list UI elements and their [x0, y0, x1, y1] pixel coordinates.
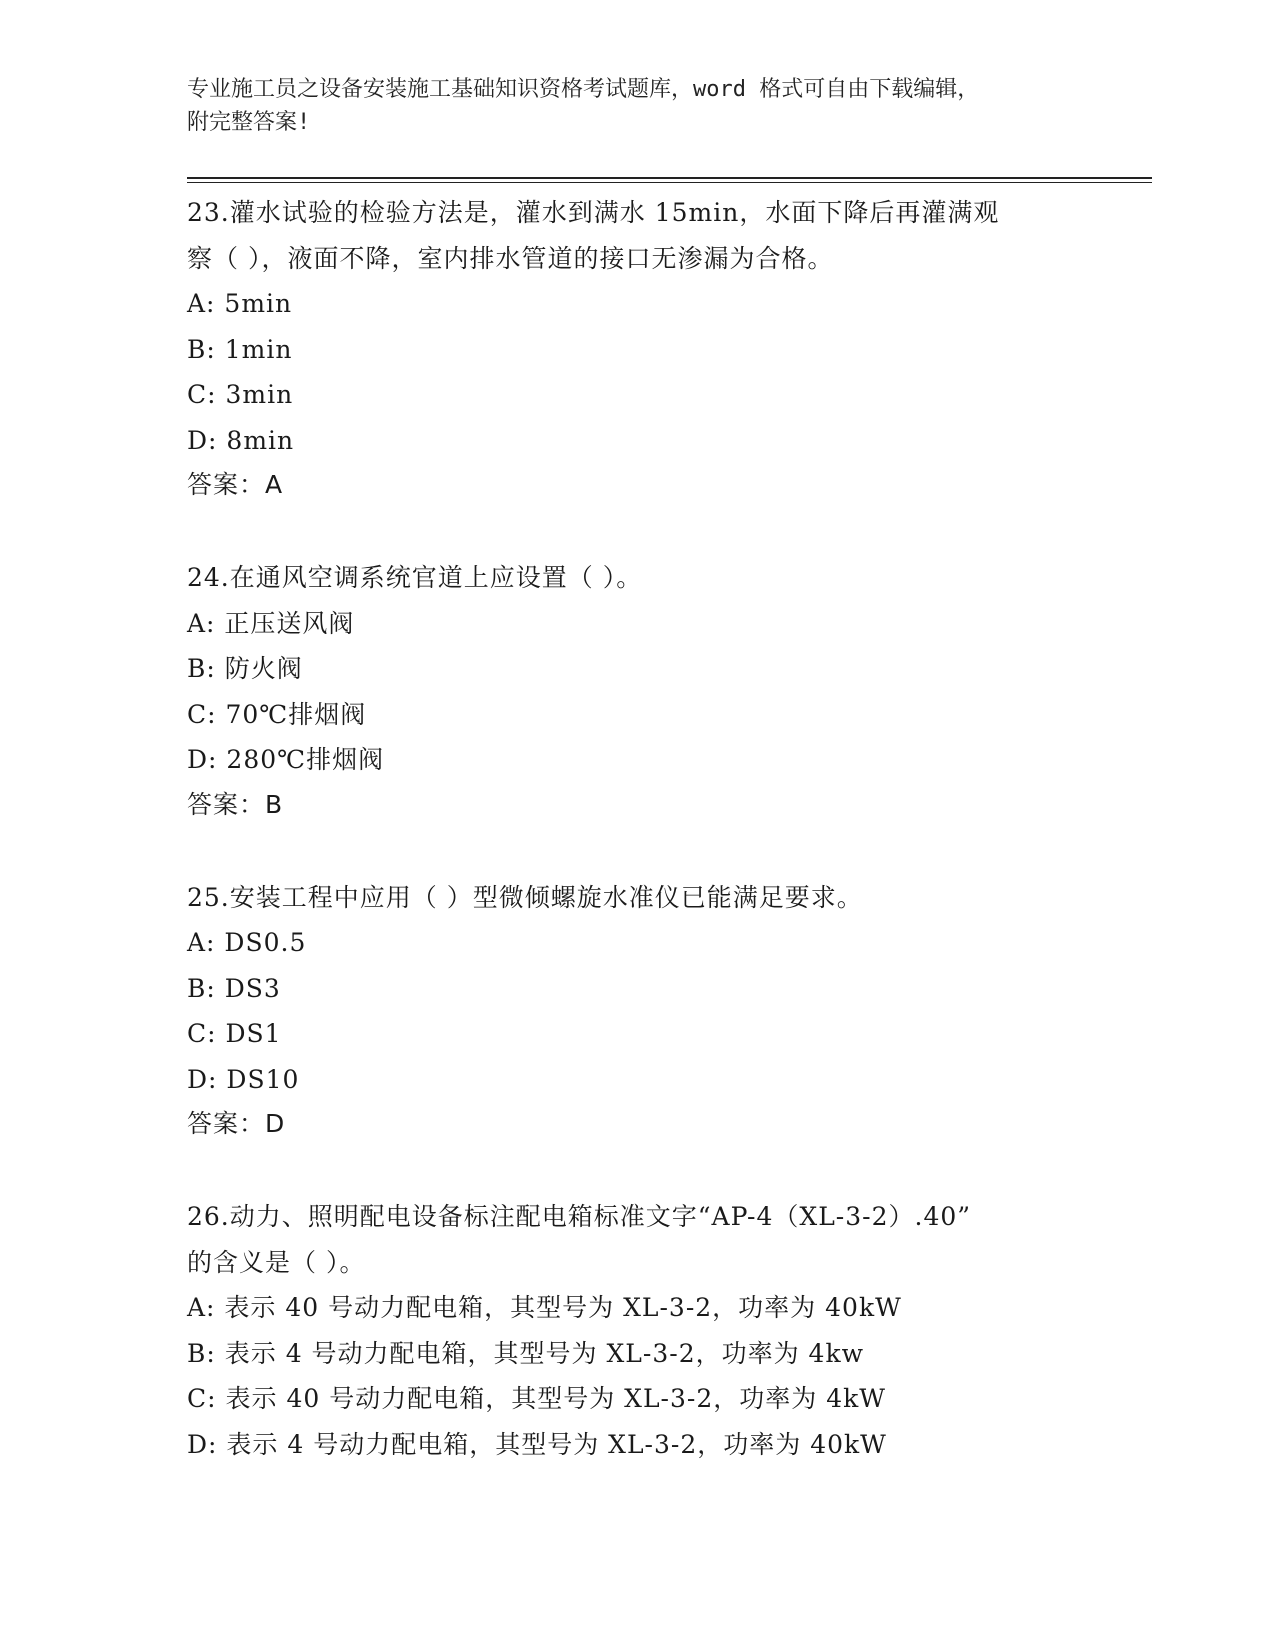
header-line-2: 附完整答案!: [187, 110, 311, 135]
question-stem-line: 23.灌水试验的检验方法是，灌水到满水 15min，水面下降后再灌满观: [187, 198, 1000, 227]
option-a: A: DS0.5: [187, 928, 307, 957]
option-c: C: DS1: [187, 1019, 282, 1048]
option-d: D: 8min: [187, 425, 295, 455]
option-d: D: 表示 4 号动力配电箱，其型号为 XL-3-2，功率为 40kW: [187, 1429, 887, 1459]
question-23: [187, 190, 1087, 507]
answer-label: 答案：A: [187, 470, 284, 499]
question-list: [187, 190, 1087, 1515]
option-c: C: 70℃排烟阀: [187, 699, 367, 729]
answer-label: 答案：D: [187, 1109, 286, 1138]
question-25: [187, 875, 1087, 1147]
option-a: A: 正压送风阀: [187, 608, 355, 638]
option-b: B: DS3: [187, 973, 281, 1003]
document-header: [187, 73, 1087, 139]
question-24: [187, 555, 1087, 827]
question-stem-line: 24.在通风空调系统官道上应设置（ ）。: [187, 563, 643, 592]
header-divider-thin: [187, 182, 1152, 183]
option-d: D: 280℃排烟阀: [187, 745, 385, 774]
question-stem-line: 26.动力、照明配电设备标注配电箱标准文字“AP-4（XL-3-2）.40”: [187, 1202, 972, 1231]
question-stem-line: 25.安装工程中应用（ ）型微倾螺旋水准仪已能满足要求。: [187, 882, 863, 912]
option-c: C: 3min: [187, 380, 294, 409]
option-b: B: 防火阀: [187, 654, 303, 683]
option-a: A: 5min: [187, 289, 293, 318]
question-26: [187, 1194, 1087, 1467]
option-b: B: 表示 4 号动力配电箱，其型号为 XL-3-2，功率为 4kw: [187, 1338, 864, 1368]
option-c: C: 表示 40 号动力配电箱，其型号为 XL-3-2，功率为 4kW: [187, 1384, 886, 1413]
answer-label: 答案：B: [187, 789, 284, 819]
question-stem-line: 的含义是（ ）。: [187, 1247, 366, 1277]
header-line-1: 专业施工员之设备安装施工基础知识资格考试题库，word 格式可自由下载编辑，: [187, 77, 980, 102]
option-d: D: DS10: [187, 1064, 300, 1094]
option-a: A: 表示 40 号动力配电箱，其型号为 XL-3-2，功率为 40kW: [187, 1293, 902, 1322]
option-b: B: 1min: [187, 334, 293, 364]
header-divider-thick: [187, 177, 1152, 179]
question-stem-line: 察（ ），液面不降，室内排水管道的接口无渗漏为合格。: [187, 243, 834, 273]
